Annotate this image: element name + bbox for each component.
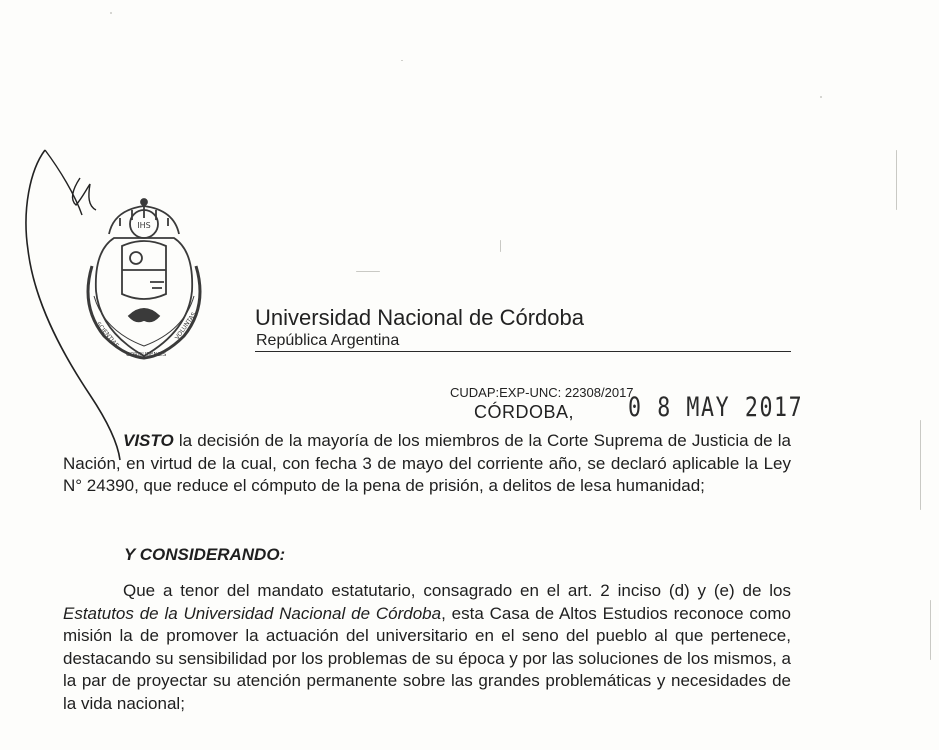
university-crest-logo [74, 196, 214, 366]
university-name: Universidad Nacional de Córdoba [255, 305, 584, 330]
svg-text:IHS: IHS [137, 221, 151, 230]
date-stamp: 0 8 MAY 2017 [628, 392, 804, 423]
country-subtitle: República Argentina [256, 332, 400, 349]
file-reference: CUDAP:EXP-UNC: 22308/2017 [450, 385, 634, 400]
que-text-end: , esta Casa de Altos Estudios reconoce como misión la de promover la actuación del universitario en el seno del pueblo al que pertenece, destacando su sensibilidad por los problemas de su época y por las soluciones de los mismos, a la par de proyectar su atención permanente sobre las grandes problemáticas y necesidades de la vida nacional; [63, 603, 791, 713]
svg-text:VOLUNTAS: VOLUNTAS [173, 311, 198, 342]
que-text-start: Que a tenor del mandato estatutario, consagrado en el art. 2 inciso (d) y (e) de los [123, 581, 791, 600]
statutes-title: Estatutos de la Universidad Nacional de Córdoba [63, 603, 442, 623]
svg-text:CORDUBENSIS: CORDUBENSIS [126, 352, 167, 358]
visto-lead: VISTO [123, 431, 174, 450]
svg-text:SCIENTIAE: SCIENTIAE [94, 320, 121, 350]
visto-paragraph [63, 430, 791, 498]
city-label: CÓRDOBA, [474, 402, 575, 422]
considerando-heading: Y CONSIDERANDO: [124, 545, 286, 564]
visto-text: la decisión de la mayoría de los miembros de la Corte Suprema de Justicia de la Nación, en virtud de la cual, con fecha 3 de mayo del corriente año, se declaró aplicable la Ley N° 24390, que reduce el cómputo de la pena de prisión, a delitos de lesa humanidad; [63, 431, 791, 495]
letterhead-divider [255, 351, 791, 352]
considerando-paragraph [63, 580, 791, 715]
